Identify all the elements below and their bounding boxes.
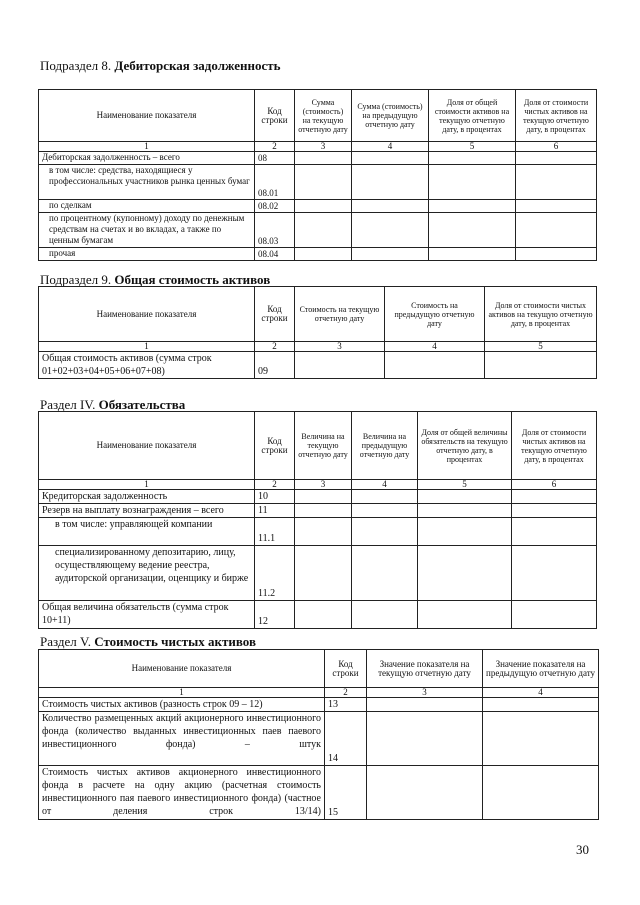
- value-cell: [385, 352, 485, 379]
- header-code: Код строки: [255, 287, 295, 342]
- row-code: 12: [255, 601, 295, 629]
- col-number: 1: [39, 342, 255, 352]
- row-code: 15: [325, 766, 367, 820]
- value-cell: [429, 152, 516, 165]
- row-code: 10: [255, 490, 295, 504]
- col-number: 4: [385, 342, 485, 352]
- row-name: Резерв на выплату вознаграждения – всего: [39, 504, 255, 518]
- section-v-prefix: Раздел V.: [40, 634, 91, 649]
- value-cell: [295, 546, 352, 601]
- value-cell: [485, 352, 597, 379]
- row-code: 11.2: [255, 546, 295, 601]
- value-cell: [295, 518, 352, 546]
- value-cell: [352, 504, 418, 518]
- section-9-prefix: Подраздел 9.: [40, 272, 112, 287]
- col-number: 2: [255, 480, 295, 490]
- value-cell: [512, 504, 597, 518]
- header-previous: Значение показателя на предыдущую отчетную дату: [483, 650, 599, 688]
- table-row: [39, 698, 599, 712]
- value-cell: [418, 504, 512, 518]
- table-row: [39, 248, 597, 261]
- value-cell: [516, 165, 597, 200]
- row-name: специализированному депозитарию, лицу, осуществляющему ведение реестра, аудиторской организации, оценщику и бирже: [39, 546, 255, 601]
- value-cell: [516, 248, 597, 261]
- section-8-title: [40, 58, 281, 74]
- col-number: 1: [39, 480, 255, 490]
- table-row: [39, 352, 597, 379]
- header-code: Код строки: [325, 650, 367, 688]
- table-row: [39, 546, 597, 601]
- row-name: в том числе: средства, находящиеся у профессиональных участников рынка ценных бумаг: [39, 165, 255, 200]
- table-row: [39, 200, 597, 213]
- row-name: Общая величина обязательств (сумма строк 10+11): [39, 601, 255, 629]
- section-9-name: Общая стоимость активов: [114, 272, 271, 287]
- col-number: 1: [39, 688, 325, 698]
- header-current: Стоимость на текущую отчетную дату: [295, 287, 385, 342]
- value-cell: [295, 213, 352, 248]
- value-cell: [295, 165, 352, 200]
- value-cell: [295, 352, 385, 379]
- col-number: 6: [512, 480, 597, 490]
- page-number: 30: [576, 842, 589, 857]
- row-name: Стоимость чистых активов акционерного инвестиционного фонда в расчете на одну акцию (расчетная стоимость инвестиционного пая паевого инвестиционного фонда) (частное от деления строк 13/14): [39, 766, 325, 820]
- col-number: 5: [485, 342, 597, 352]
- value-cell: [352, 248, 429, 261]
- row-name: в том числе: управляющей компании: [39, 518, 255, 546]
- header-name: Наименование показателя: [39, 287, 255, 342]
- col-number: 1: [39, 142, 255, 152]
- value-cell: [429, 200, 516, 213]
- row-name: Количество размещенных акций акционерного инвестиционного фонда (количество выданных инвестиционных паев паевого инвестиционного фонда) – штук: [39, 712, 325, 766]
- value-cell: [352, 200, 429, 213]
- col-number: 6: [516, 142, 597, 152]
- header-share-net: Доля от стоимости чистых активов на текущую отчетную дату, в процентах: [485, 287, 597, 342]
- header-code: Код строки: [255, 90, 295, 142]
- table-row: [39, 766, 599, 820]
- col-number: 3: [295, 142, 352, 152]
- value-cell: [295, 601, 352, 629]
- value-cell: [418, 546, 512, 601]
- value-cell: [367, 698, 483, 712]
- net-assets-table: [38, 649, 599, 820]
- table-row: [39, 712, 599, 766]
- value-cell: [512, 546, 597, 601]
- value-cell: [516, 213, 597, 248]
- col-number: 2: [325, 688, 367, 698]
- header-previous: Величина на предыдущую отчетную дату: [352, 412, 418, 480]
- row-code: 08.01: [255, 165, 295, 200]
- col-number: 5: [418, 480, 512, 490]
- value-cell: [367, 712, 483, 766]
- row-code: 08: [255, 152, 295, 165]
- value-cell: [516, 152, 597, 165]
- col-number: 4: [352, 142, 429, 152]
- row-name: Стоимость чистых активов (разность строк 09 – 12): [39, 698, 325, 712]
- row-code: 09: [255, 352, 295, 379]
- header-code: Код строки: [255, 412, 295, 480]
- value-cell: [295, 152, 352, 165]
- liabilities-table: [38, 411, 597, 629]
- header-current: Значение показателя на текущую отчетную дату: [367, 650, 483, 688]
- value-cell: [418, 490, 512, 504]
- table-row: [39, 152, 597, 165]
- value-cell: [418, 518, 512, 546]
- value-cell: [516, 200, 597, 213]
- value-cell: [352, 518, 418, 546]
- value-cell: [429, 165, 516, 200]
- header-share-assets: Доля от общей стоимости активов на текущую отчетную дату, в процентах: [429, 90, 516, 142]
- value-cell: [483, 698, 599, 712]
- row-code: 08.02: [255, 200, 295, 213]
- row-name: Дебиторская задолженность – всего: [39, 152, 255, 165]
- table-row: [39, 504, 597, 518]
- header-current: Величина на текущую отчетную дату: [295, 412, 352, 480]
- col-number: 2: [255, 142, 295, 152]
- value-cell: [483, 712, 599, 766]
- header-current: Сумма (стоимость) на текущую отчетную дату: [295, 90, 352, 142]
- table-row: [39, 601, 597, 629]
- row-name: по процентному (купонному) доходу по денежным средствам на счетах и во вкладах, а также по ценным бумагам: [39, 213, 255, 248]
- row-code: 08.03: [255, 213, 295, 248]
- header-previous: Сумма (стоимость) на предыдущую отчетную дату: [352, 90, 429, 142]
- col-number: 2: [255, 342, 295, 352]
- section-v-title: [40, 634, 256, 650]
- value-cell: [367, 766, 483, 820]
- col-number: 4: [483, 688, 599, 698]
- value-cell: [295, 490, 352, 504]
- row-code: 13: [325, 698, 367, 712]
- header-share-liabilities: Доля от общей величины обязательств на текущую отчетную дату, в процентах: [418, 412, 512, 480]
- row-code: 11.1: [255, 518, 295, 546]
- col-number: 3: [295, 480, 352, 490]
- col-number: 3: [367, 688, 483, 698]
- value-cell: [295, 248, 352, 261]
- value-cell: [512, 490, 597, 504]
- value-cell: [352, 165, 429, 200]
- header-name: Наименование показателя: [39, 650, 325, 688]
- value-cell: [429, 248, 516, 261]
- receivables-table: [38, 89, 597, 261]
- value-cell: [418, 601, 512, 629]
- col-number: 5: [429, 142, 516, 152]
- row-name: прочая: [39, 248, 255, 261]
- row-code: 14: [325, 712, 367, 766]
- table-row: [39, 518, 597, 546]
- value-cell: [483, 766, 599, 820]
- value-cell: [352, 213, 429, 248]
- section-8-prefix: Подраздел 8.: [40, 58, 112, 73]
- row-name: Кредиторская задолженность: [39, 490, 255, 504]
- header-share-net: Доля от стоимости чистых активов на текущую отчетную дату, в процентах: [512, 412, 597, 480]
- section-iv-name: Обязательства: [98, 397, 186, 412]
- row-code: 08.04: [255, 248, 295, 261]
- value-cell: [429, 213, 516, 248]
- section-v-name: Стоимость чистых активов: [94, 634, 256, 649]
- section-iv-prefix: Раздел IV.: [40, 397, 96, 412]
- row-code: 11: [255, 504, 295, 518]
- section-8-name: Дебиторская задолженность: [114, 58, 281, 73]
- value-cell: [512, 601, 597, 629]
- row-name: по сделкам: [39, 200, 255, 213]
- value-cell: [352, 546, 418, 601]
- value-cell: [352, 601, 418, 629]
- header-previous: Стоимость на предыдущую отчетную дату: [385, 287, 485, 342]
- value-cell: [512, 518, 597, 546]
- header-name: Наименование показателя: [39, 90, 255, 142]
- header-share-net: Доля от стоимости чистых активов на текущую отчетную дату, в процентах: [516, 90, 597, 142]
- row-name: Общая стоимость активов (сумма строк 01+02+03+04+05+06+07+08): [39, 352, 255, 379]
- value-cell: [295, 504, 352, 518]
- table-row: [39, 165, 597, 200]
- col-number: 3: [295, 342, 385, 352]
- value-cell: [295, 200, 352, 213]
- table-row: [39, 490, 597, 504]
- value-cell: [352, 152, 429, 165]
- col-number: 4: [352, 480, 418, 490]
- header-name: Наименование показателя: [39, 412, 255, 480]
- value-cell: [352, 490, 418, 504]
- table-row: [39, 213, 597, 248]
- total-assets-table: [38, 286, 597, 379]
